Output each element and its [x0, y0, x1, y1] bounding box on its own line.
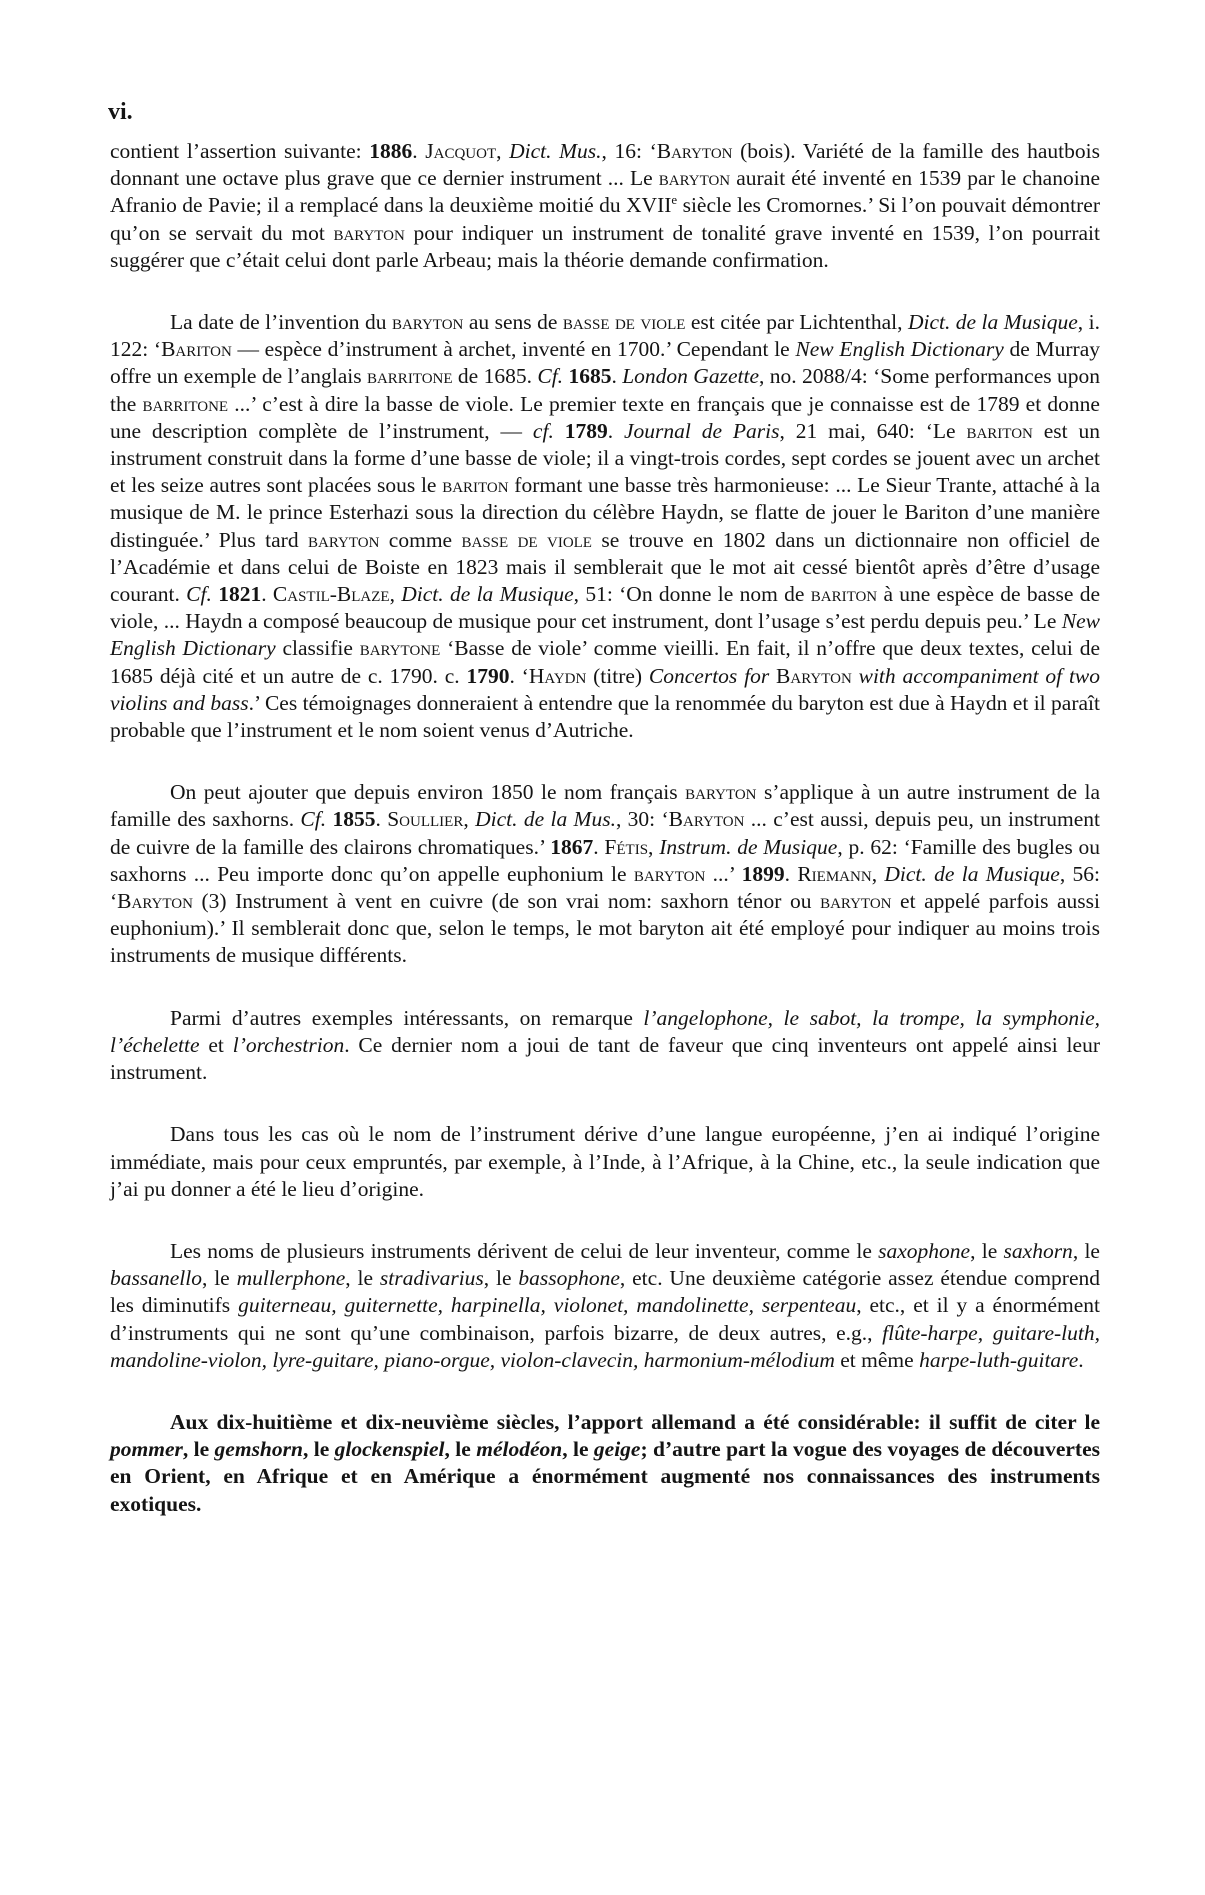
text-run-smallcaps: basse de viole	[562, 310, 686, 335]
text-run-smallcaps: Baryton	[656, 139, 733, 163]
text-run-italic: flûte-harpe, guitare-luth, mandoline-violon, lyre-guitare, piano-orgue, violon-clavecin, harmonium-mélodium	[110, 1320, 1100, 1372]
paragraph-p2: La date de l’invention du baryton au sens de basse de viole est citée par Lichtenthal, Dict. de la Musique, i. 122: ‘Bariton — espèce d’instrument à archet, inventé en 1700.’ Cependant le New English Dictionary de Murray offre un exemple de l’anglais barritone de 1685. Cf. 1685. London Gazette, no. 2088/4: ‘Some performances upon the barritone ...’ c’est à dire la basse de viole. Le premier texte en français que je connaisse est de 1789 et donne une description complète de l’instrument, — cf. 1789. Journal de Paris, 21 mai, 640: ‘Le bariton est un instrument construit dans la forme d’une basse de viole; il a vingt-trois cordes, sept cordes se jouent avec un archet et les seize autres sont placées sous le bariton formant une basse très harmonieuse: ... Le Sieur Trante, attaché à la musique de M. le prince Esterhazi sous la direction du célèbre Haydn, se flatte de jouer le Bariton d’une manière distinguée.’ Plus tard baryton comme basse de viole se trouve en 1802 dans un dictionnaire non officiel de l’Académie et dans celui de Boiste en 1823 mais il semblerait que le mot ait cessé bientôt après d’être d’usage courant. Cf. 1821. Castil-Blaze, Dict. de la Musique, 51: ‘On donne le nom de bariton à une espèce de basse de viole, ... Haydn a composé beaucoup de musique pour cet instrument, dont l’usage s’est perdu depuis peu.’ Le New English Dictionary classifie barytone ‘Basse de viole’ comme vieilli. En fait, il n’offre que deux textes, celui de 1685 déjà cité et un autre de c. 1790. c. 1790. ‘Haydn (titre) Concertos for Baryton with accompaniment of two violins and bass.’ Ces témoignages donneraient à entendre que la renommée du baryton est due à Haydn et il paraît probable que l’instrument et le nom soient venus d’Autriche.	[110, 310, 1101, 743]
text-run-italic: Dict. Mus.	[509, 139, 602, 163]
text-run-smallcaps: bariton	[966, 418, 1033, 443]
text-run-smallcaps: barytone	[359, 636, 441, 661]
text-run-italic: mélodéon	[476, 1437, 563, 1462]
text-run-bold: 1855	[332, 807, 376, 832]
text-run-italic: l’angelophone, le sabot, la trompe, la symphonie, l’échelette	[110, 1005, 1100, 1057]
text-run-bold: 1886	[369, 139, 413, 163]
text-run-smallcaps: Baryton	[668, 807, 745, 832]
text-run-italic: guiterneau, guiternette, harpinella, violonet, mandolinette, serpenteau	[238, 1293, 857, 1318]
text-run-italic: Journal de Paris	[623, 418, 780, 443]
text-run-smallcaps: basse de viole	[461, 527, 592, 552]
text-run-smallcaps: barritone	[142, 391, 229, 416]
text-run-italic: saxophone	[878, 1238, 971, 1263]
book-page	[110, 98, 1100, 1553]
text-run-italic: Dict. de la Musique	[401, 582, 574, 607]
text-run-smallcaps: baryton	[308, 527, 380, 552]
text-run-smallcaps: Fétis	[604, 834, 649, 859]
text-run-bold: 1685	[568, 364, 612, 389]
text-run-smallcaps: barritone	[366, 364, 453, 389]
text-run-italic: with accompaniment of two violins and bass	[110, 663, 1101, 715]
text-run-italic: l’orchestrion	[232, 1032, 345, 1057]
text-run-italic: gemshorn	[214, 1437, 303, 1462]
text-run-smallcaps: bariton	[810, 582, 878, 607]
text-run-smallcaps: Baryton	[117, 889, 193, 914]
text-run-italic: Cf.	[300, 807, 327, 832]
text-run-smallcaps: Castil-Blaze	[272, 582, 390, 607]
text-run-italic: London Gazette	[622, 364, 759, 389]
text-run-smallcaps: bariton	[442, 473, 509, 498]
text-run-italic: glockenspiel	[334, 1437, 445, 1462]
text-run-italic: Cf.	[537, 364, 564, 389]
text-run-smallcaps: baryton	[333, 220, 405, 245]
text-run-smallcaps: baryton	[391, 310, 464, 335]
text-run-bold: 1867	[550, 834, 594, 859]
text-run-smallcaps: baryton	[633, 861, 706, 886]
text-run-italic: Instrum. de Musique	[659, 834, 838, 859]
text-run-italic: pommer	[110, 1437, 183, 1462]
text-run-italic: Concertos for	[648, 663, 770, 688]
text-run-smallcaps: Jacquot	[425, 139, 497, 163]
text-run-italic: New English Dictionary	[795, 337, 1004, 362]
page-number: vi.	[108, 99, 133, 125]
text-run-bold: 1899	[741, 861, 785, 886]
text-run-smallcaps: Bariton	[161, 337, 232, 362]
text-run-italic: harpe-luth-guitare	[919, 1347, 1079, 1372]
paragraph-p4: Parmi d’autres exemples intéressants, on remarque l’angelophone, le sabot, la trompe, la symphonie, l’échelette et l’orchestrion. Ce dernier nom a joui de tant de faveur que cinq inventeurs ont appelé ainsi leur instrument.	[110, 1005, 1100, 1085]
text-run-bold: 1821	[218, 582, 262, 607]
text-run-superscript: e	[671, 193, 678, 208]
text-run-italic: New English Dictionary	[110, 609, 1100, 661]
paragraph-p6: Les noms de plusieurs instruments dérivent de celui de leur inventeur, comme le saxophone, le saxhorn, le bassanello, le mullerphone, le stradivarius, le bassophone, etc. Une deuxième catégorie assez étendue comprend les diminutifs guiterneau, guiternette, harpinella, violonet, mandolinette, serpenteau, etc., et il y a énormément d’instruments qui ne sont qu’une combinaison, parfois bizarre, de deux autres, e.g., flûte-harpe, guitare-luth, mandoline-violon, lyre-guitare, piano-orgue, violon-clavecin, harmonium-mélodium et même harpe-luth-guitare.	[110, 1238, 1101, 1372]
text-run-italic: cf.	[532, 418, 554, 443]
paragraph-p3: On peut ajouter que depuis environ 1850 le nom français baryton s’applique à un autre instrument de la famille des saxhorns. Cf. 1855. Soullier, Dict. de la Mus., 30: ‘Baryton ... c’est aussi, depuis peu, un instrument de cuivre de la famille des clairons chromatiques.’ 1867. Fétis, Instrum. de Musique, p. 62: ‘Famille des bugles ou saxhorns ... Peu importe donc qu’on appelle euphonium le baryton ...’ 1899. Riemann, Dict. de la Musique, 56: ‘Baryton (3) Instrument à vent en cuivre (de son vrai nom: saxhorn ténor ou baryton et appelé parfois aussi euphonium).’ Il semblerait donc que, selon le temps, le mot baryton ait été employé pour indiquer au moins trois instruments de musique différents.	[110, 780, 1101, 968]
paragraph-p5: Dans tous les cas où le nom de l’instrument dérive d’une langue européenne, j’en ai indiqué l’origine immédiate, mais pour ceux empruntés, par exemple, à l’Inde, à l’Afrique, à la Chine, etc., la seule indication que j’ai pu donner a été le lieu d’origine.	[110, 1122, 1100, 1201]
text-run-italic: Cf.	[186, 582, 212, 607]
text-run-smallcaps: Soullier	[387, 807, 464, 832]
text-run-smallcaps: baryton	[820, 889, 892, 914]
text-run-italic: Dict. de la Mus.	[475, 807, 616, 832]
text-run-smallcaps: baryton	[685, 780, 757, 805]
text-run-bold: 1789	[564, 418, 608, 443]
text-run-bold: 1790	[466, 663, 510, 688]
text-run-italic: Dict. de la Musique	[907, 310, 1078, 335]
text-run-italic: bassophone	[518, 1266, 620, 1291]
text-run-italic: Dict. de la Musique	[884, 861, 1060, 886]
text-run-italic: geige	[593, 1437, 641, 1462]
text-run-smallcaps: Haydn	[528, 663, 587, 688]
text-run-smallcaps: baryton	[658, 166, 731, 191]
text-run-italic: saxhorn	[1003, 1238, 1073, 1263]
text-run-italic: bassanello	[110, 1266, 202, 1291]
text-run-italic: stradivarius	[379, 1266, 484, 1291]
text-run-smallcaps: Baryton	[776, 663, 852, 688]
text-run-smallcaps: Riemann	[797, 861, 872, 886]
paragraph-p1: contient l’assertion suivante: 1886. Jacquot, Dict. Mus., 16: ‘Baryton (bois). Variété de la famille des hautbois donnant une octave plus grave que ce dernier instrument ... Le baryton aurait été inventé en 1539 par le chanoine Afranio de Pavie; il a remplacé dans la deuxième moitié du XVIIe siècle les Cromornes.’ Si l’on pouvait démontrer qu’on se servait du mot baryton pour indiquer un instrument de tonalité grave inventé en 1539, l’on pourrait suggérer que c’était celui dont parle Arbeau; mais la théorie demande confirmation.	[110, 139, 1100, 272]
text-run-italic: mullerphone	[236, 1266, 346, 1291]
paragraph-p7: Aux dix-huitième et dix-neuvième siècles, l’apport allemand a été considérable: il suffit de citer le pommer, le gemshorn, le glockenspiel, le mélodéon, le geige; d’autre part la vogue des voyages de découvertes en Orient, en Afrique et en Amérique a énormément augmenté nos connaissances des instruments exotiques.	[110, 1409, 1100, 1516]
